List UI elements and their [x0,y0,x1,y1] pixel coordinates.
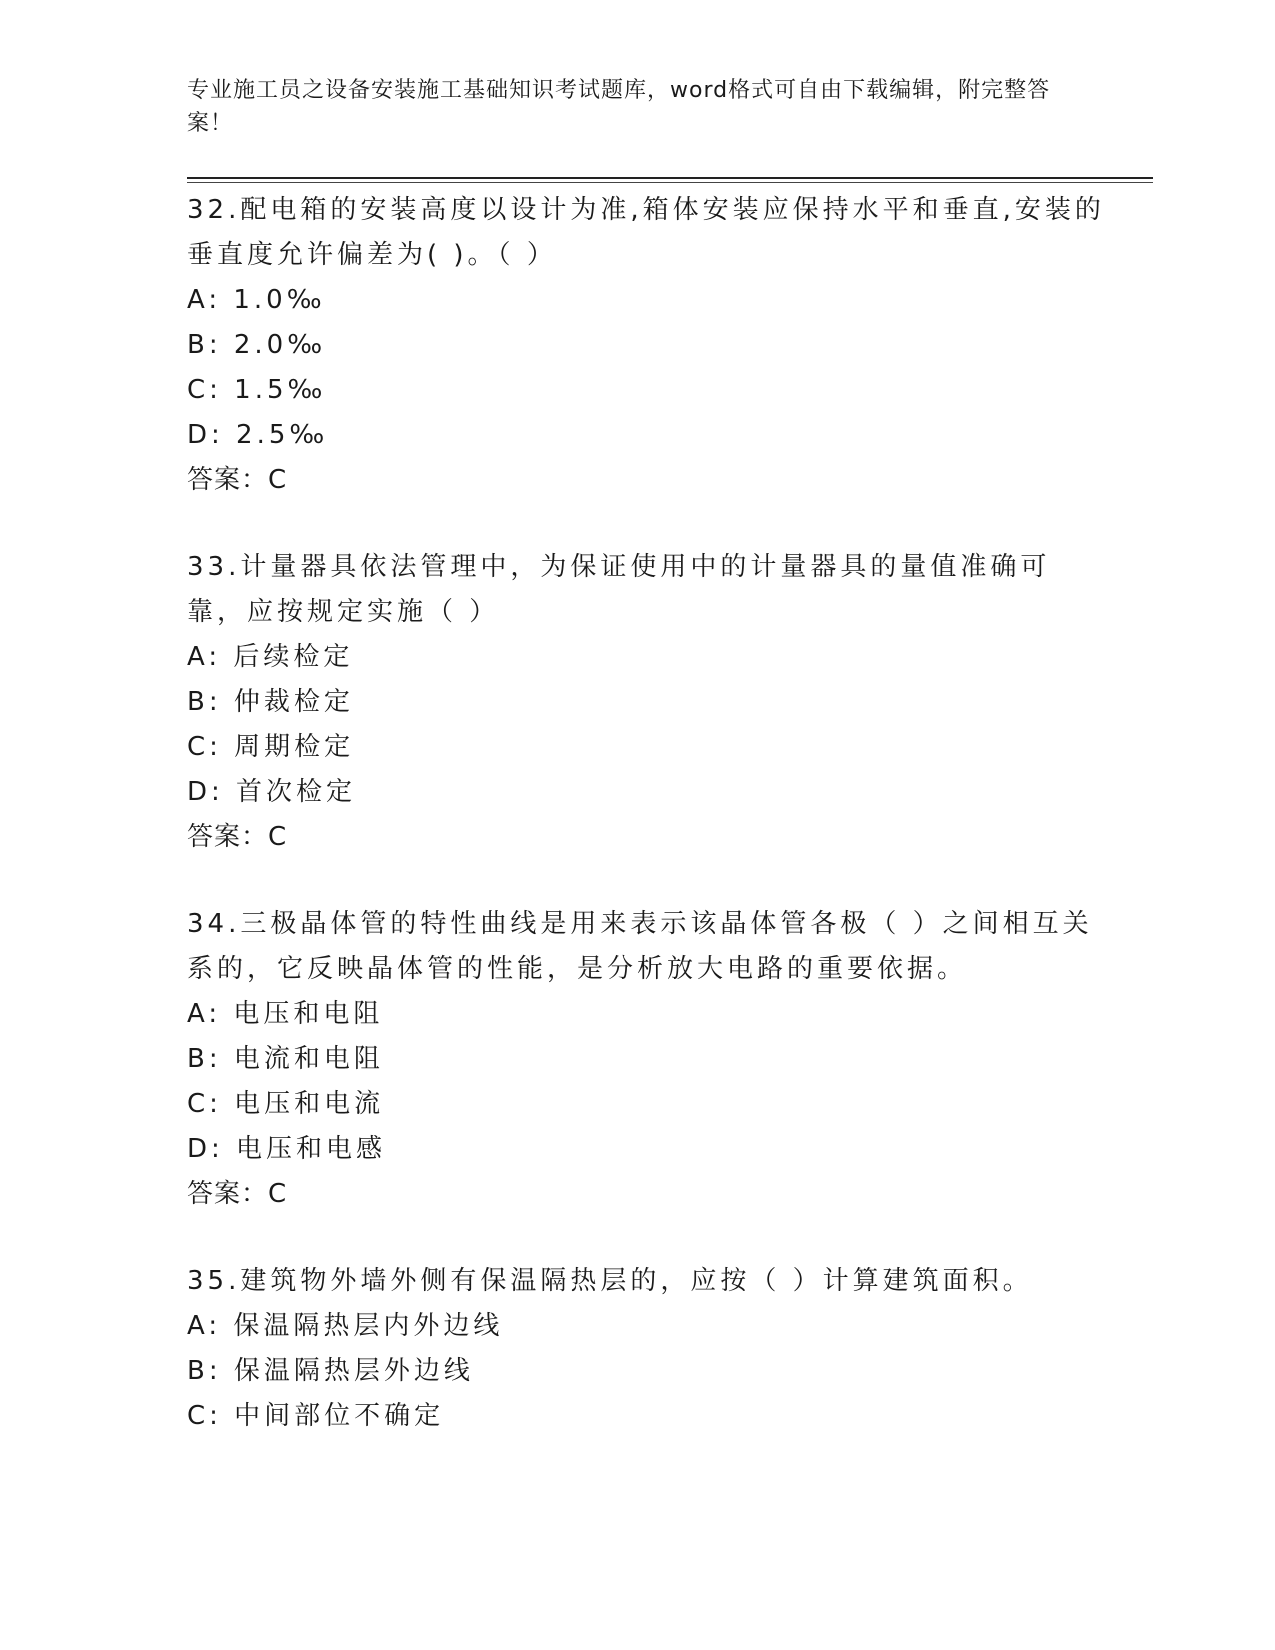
option-b: B: 2.0‰ [187,330,327,360]
question-34 [187,902,1107,1217]
question-list [187,188,1107,1481]
question-stem: 35.建筑物外墙外侧有保温隔热层的，应按（ ）计算建筑面积。 [187,1266,1033,1296]
option-a: A: 保温隔热层内外边线 [187,1311,504,1341]
option-b: B: 保温隔热层外边线 [187,1356,474,1386]
option-a: A: 1.0‰ [187,285,326,315]
document-header: 专业施工员之设备安装施工基础知识考试题库，word格式可自由下载编辑，附完整答案！ [187,78,1051,136]
answer: 答案：C [187,1179,288,1209]
option-b: B: 仲裁检定 [187,687,354,717]
question-stem: 34.三极晶体管的特性曲线是用来表示该晶体管各极（ ）之间相互关系的，它反映晶体管的性能，是分析放大电路的重要依据。 [187,909,1093,984]
option-d: D: 首次检定 [187,777,357,807]
question-stem: 32.配电箱的安装高度以设计为准,箱体安装应保持水平和垂直,安装的垂直度允许偏差为( )。（ ） [187,195,1105,270]
option-a: A: 后续检定 [187,642,354,672]
option-c: C: 1.5‰ [187,375,327,405]
option-c: C: 周期检定 [187,732,355,762]
question-35 [187,1259,1107,1439]
option-c: C: 中间部位不确定 [187,1401,445,1431]
header-divider-thin [187,182,1153,183]
option-a: A: 电压和电阻 [187,999,384,1029]
option-b: B: 电流和电阻 [187,1044,384,1074]
question-32 [187,188,1107,503]
answer: 答案：C [187,822,288,852]
option-d: D: 电压和电感 [187,1134,387,1164]
question-33 [187,545,1107,860]
answer: 答案：C [187,465,288,495]
option-c: C: 电压和电流 [187,1089,385,1119]
header-divider [187,177,1153,179]
question-stem: 33.计量器具依法管理中，为保证使用中的计量器具的量值准确可靠，应按规定实施（ ） [187,552,1051,627]
option-d: D: 2.5‰ [187,420,329,450]
